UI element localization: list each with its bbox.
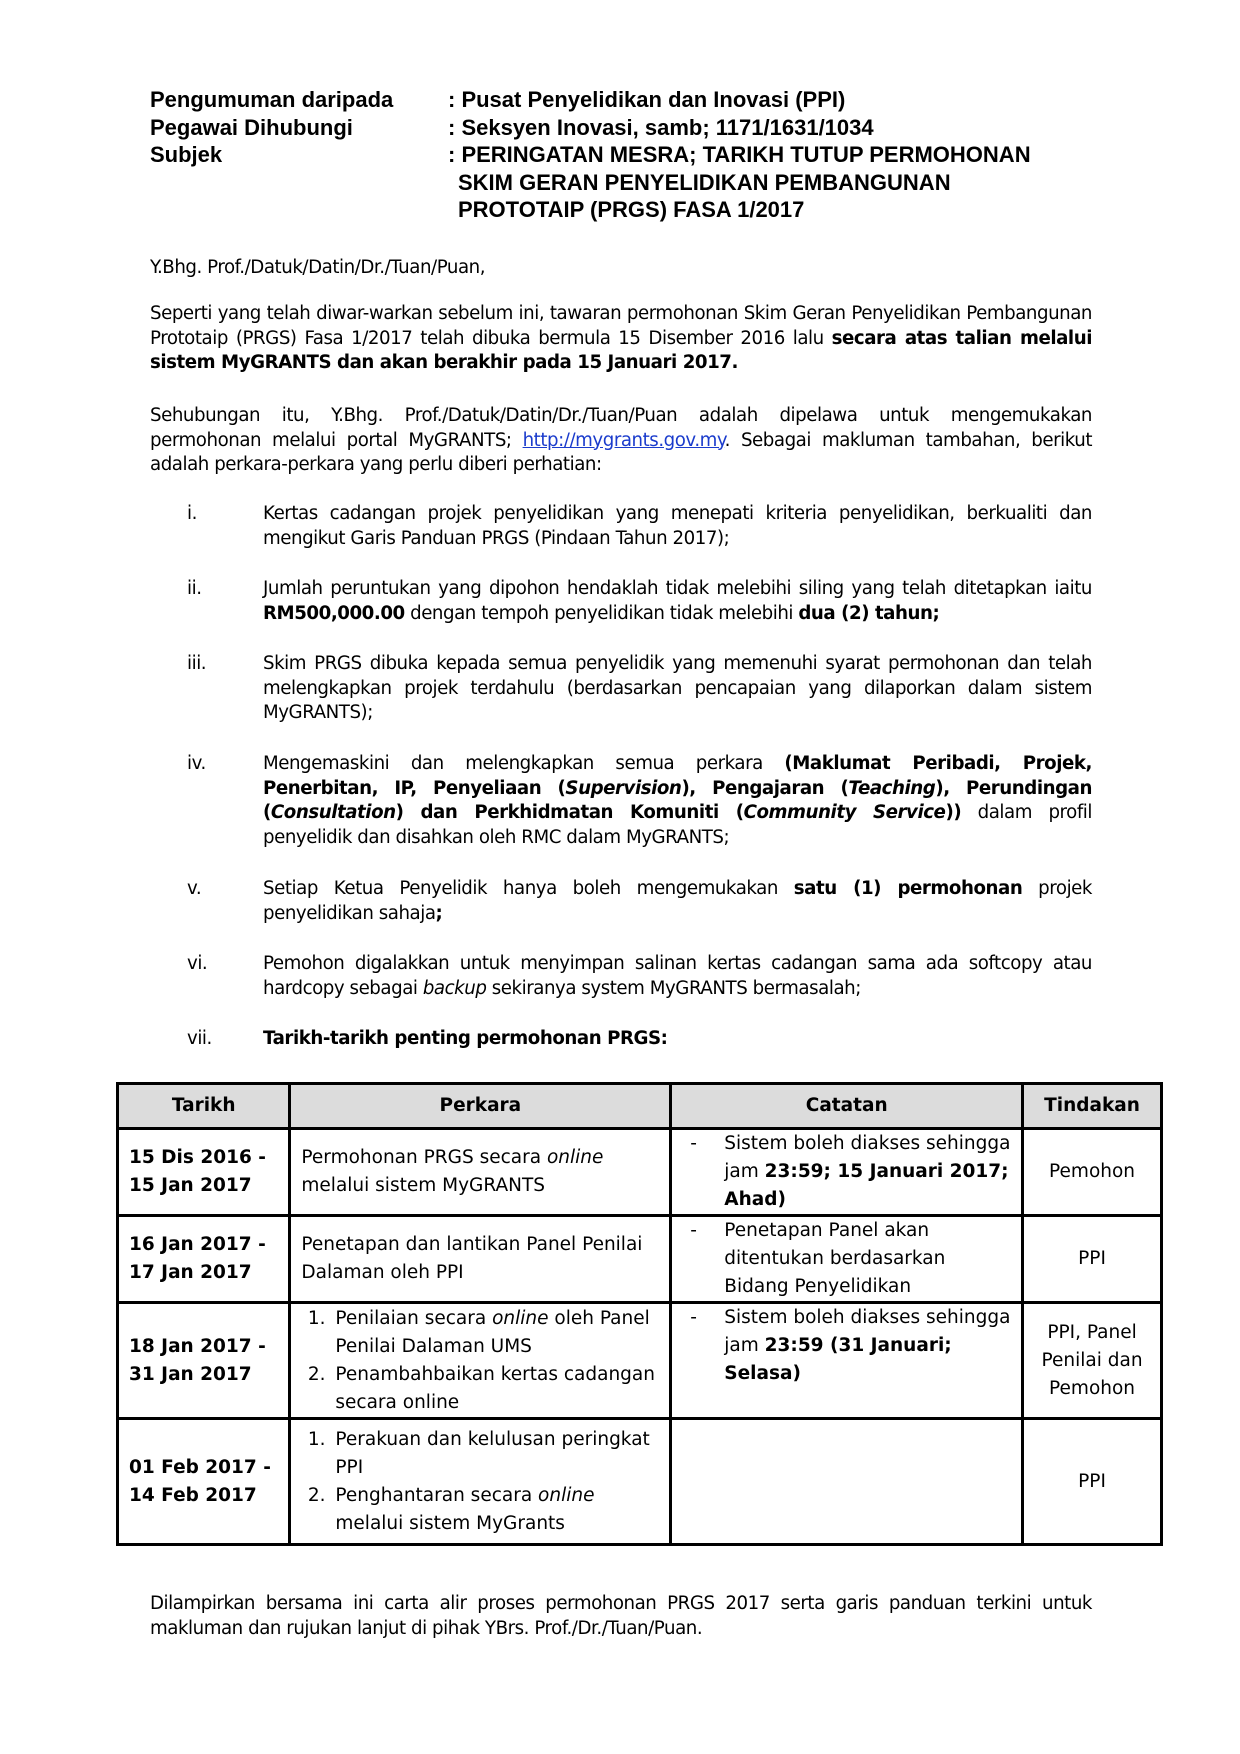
list-number: ii. [187, 578, 202, 599]
list-item [187, 652, 1092, 726]
list-item [187, 752, 1092, 850]
list-number: iii. [187, 653, 207, 674]
list-item [187, 952, 1092, 1001]
header-label: Pegawai Dihubungi [150, 114, 353, 140]
subject-line-1: : PERINGATAN MESRA; TARIKH TUTUP PERMOHONAN [448, 142, 1031, 167]
list-heading: Tarikh-tarikh penting permohonan PRGS: [263, 1028, 668, 1049]
bold-italic-text: Teaching [848, 777, 936, 799]
cell-tarikh [118, 1129, 290, 1216]
cell-tindakan: PPI [1023, 1419, 1162, 1545]
perkara-list-item: 1. Perakuan dan kelulusan peringkat PPI [331, 1426, 659, 1482]
table-row [118, 1216, 1162, 1303]
bold-italic-text: Community Service [743, 802, 946, 823]
table-header-row [118, 1084, 1162, 1129]
text: Pemohon digalakkan untuk menyimpan salinan kertas cadangan sama ada softcopy atau hardcopy sebagai [263, 953, 1092, 999]
perkara-list [301, 1305, 659, 1417]
list-number: vii. [187, 1028, 212, 1049]
list-number: i. [187, 503, 197, 524]
date-start: 18 Jan 2017 - [129, 1335, 266, 1357]
perkara-list-item: 1. Penilaian secara online oleh Panel Penilai Dalaman UMS [331, 1305, 659, 1361]
list-text [263, 752, 1092, 850]
header-label: Subjek [150, 142, 223, 167]
text: Sistem boleh diakses sehingga jam [724, 1307, 1011, 1356]
bold-text: 23:59 (31 Januari; Selasa) [724, 1335, 952, 1384]
cell-perkara: Penetapan dan lantikan Panel Penilai Dalaman oleh PPI [290, 1216, 671, 1303]
list-item [187, 1027, 1092, 1052]
paragraph-bold-text: secara atas talian melalui sistem MyGRANTS dan akan berakhir pada 15 Januari 2017. [150, 327, 1093, 373]
column-header-tindakan: Tindakan [1023, 1084, 1162, 1129]
text: Sistem boleh diakses sehingga jam [724, 1133, 1011, 1182]
cell-tindakan: Pemohon [1023, 1129, 1162, 1216]
table-row [118, 1303, 1162, 1419]
list-item [187, 877, 1092, 926]
list-text [263, 877, 1092, 926]
bold-text: 23:59; 15 Januari 2017; Ahad) [724, 1161, 1009, 1210]
perkara-list [301, 1426, 659, 1538]
bold-text: dua (2) tahun; [798, 602, 940, 624]
italic-text: backup [422, 977, 487, 999]
dash-bullet: - [690, 1133, 697, 1154]
list-text [263, 952, 1092, 1001]
date-start: 01 Feb 2017 - [129, 1456, 271, 1478]
list-number: v. [187, 878, 202, 899]
header-row-from [150, 86, 1088, 114]
memo-header [150, 86, 1088, 224]
schedule-table [116, 1082, 1163, 1546]
text: melalui sistem MyGRANTS [301, 1175, 546, 1196]
list-number: vi. [187, 953, 208, 974]
date-end: 14 Feb 2017 [129, 1484, 257, 1506]
paragraph-text: Sehubungan itu, Y.Bhg. Prof./Datuk/Datin/Dr./Tuan/Puan adalah dipelawa untuk mengemukakan permohonan melalui portal MyGRANTS; [150, 405, 1092, 451]
paragraph-invitation [150, 404, 1092, 478]
table-row [118, 1129, 1162, 1216]
dash-bullet: - [690, 1307, 697, 1328]
perkara-list-item: 2. Penambahbaikan kertas cadangan secara online [331, 1361, 659, 1417]
text: projek penyelidikan sahaja [263, 878, 1092, 924]
bold-italic-text: Supervision [565, 777, 682, 799]
cell-tarikh [118, 1303, 290, 1419]
table-row [118, 1419, 1162, 1545]
cell-tarikh [118, 1419, 290, 1545]
text: Penetapan Panel akan ditentukan berdasarkan Bidang Penyelidikan [724, 1220, 946, 1297]
date-end: 15 Jan 2017 [129, 1175, 252, 1196]
date-end: 31 Jan 2017 [129, 1363, 252, 1385]
column-header-catatan: Catatan [671, 1084, 1023, 1129]
cell-catatan [671, 1419, 1023, 1545]
header-value: : Seksyen Inovasi, samb; 1171/1631/1034 [448, 114, 874, 140]
list-text [263, 577, 1092, 626]
list-item [187, 577, 1092, 626]
bold-text: (Maklumat Peribadi, Projek, Penerbitan, IP, Penyeliaan ( [263, 753, 1092, 799]
bold-italic-text: Consultation [270, 802, 396, 823]
perkara-list-item: 2. Penghantaran secara online melalui sistem MyGrants [331, 1482, 659, 1538]
italic-text: online [546, 1147, 604, 1168]
paragraph-text: Seperti yang telah diwar-warkan sebelum ini, tawaran permohonan Skim Geran Penyelidikan Pembangunan Prototaip (PRGS) Fasa 1/2017 telah dibuka bermula 15 Disember 2016 lalu [150, 303, 1092, 349]
bold-text: satu (1) permohonan [793, 878, 1023, 899]
list-item [187, 502, 1092, 551]
bold-text: ), Perundingan ( [263, 777, 1092, 823]
date-end: 17 Jan 2017 [129, 1262, 252, 1283]
cell-catatan [671, 1129, 1023, 1216]
bold-text: ; [435, 902, 443, 924]
mygrants-link[interactable]: http://mygrants.gov.my [522, 429, 725, 451]
cell-perkara [290, 1419, 671, 1545]
paragraph-text: . Sebagai makluman tambahan, berikut adalah perkara-perkara yang perlu diberi perhatian: [150, 429, 1093, 475]
cell-catatan [671, 1216, 1023, 1303]
text: dengan tempoh penyelidikan tidak melebihi [404, 602, 799, 624]
cell-perkara [290, 1303, 671, 1419]
cell-tarikh [118, 1216, 290, 1303]
text: dalam profil penyelidik dan disahkan oleh RMC dalam MyGRANTS; [263, 802, 1093, 848]
closing-paragraph: Dilampirkan bersama ini carta alir proses permohonan PRGS 2017 serta garis panduan terkini untuk makluman dan rujukan lanjut di pihak YBrs. Prof./Dr./Tuan/Puan. [150, 1593, 1092, 1639]
bold-text: ) dan Perkhidmatan Komuniti ( [395, 802, 744, 823]
cell-perkara [290, 1129, 671, 1216]
list-number: iv. [187, 753, 206, 774]
cell-tindakan: PPI, Panel Penilai dan Pemohon [1023, 1303, 1162, 1419]
bold-text: ), Pengajaran ( [681, 777, 849, 799]
list-text: Kertas cadangan projek penyelidikan yang menepati kriteria penyelidikan, berkualiti dan mengikut Garis Panduan PRGS (Pindaan Tahun 2017); [263, 503, 1092, 549]
paragraph-intro [150, 302, 1092, 376]
subject-value [448, 141, 1088, 224]
subject-line-2: SKIM GERAN PENYELIDIKAN PEMBANGUNAN [458, 169, 951, 195]
text: Permohonan PRGS secara [301, 1147, 547, 1168]
header-value: : Pusat Penyelidikan dan Inovasi (PPI) [448, 87, 846, 112]
text: Setiap Ketua Penyelidik hanya boleh mengemukakan [263, 878, 794, 899]
bold-text: RM500,000.00 [263, 602, 405, 624]
header-row-subject [150, 141, 1088, 224]
column-header-tarikh: Tarikh [118, 1084, 290, 1129]
header-row-contact [150, 114, 1088, 142]
column-header-perkara: Perkara [290, 1084, 671, 1129]
salutation: Y.Bhg. Prof./Datuk/Datin/Dr./Tuan/Puan, [150, 257, 486, 278]
list-text: Skim PRGS dibuka kepada semua penyelidik yang memenuhi syarat permohonan dan telah melengkapkan projek terdahulu (berdasarkan pencapaian yang dilaporkan dalam sistem MyGRANTS); [263, 653, 1092, 723]
date-start: 16 Jan 2017 - [129, 1234, 266, 1255]
cell-tindakan: PPI [1023, 1216, 1162, 1303]
header-label: Pengumuman daripada [150, 87, 394, 112]
date-start: 15 Dis 2016 - [129, 1147, 266, 1168]
text: Mengemaskini dan melengkapkan semua perkara [263, 753, 785, 774]
bold-text: )) [945, 802, 962, 823]
dash-bullet: - [690, 1220, 697, 1241]
cell-catatan [671, 1303, 1023, 1419]
text: Jumlah peruntukan yang dipohon hendaklah tidak melebihi siling yang telah ditetapkan iaitu [263, 578, 1092, 599]
subject-line-3: PROTOTAIP (PRGS) FASA 1/2017 [458, 197, 805, 222]
text: sekiranya system MyGRANTS bermasalah; [486, 977, 861, 999]
